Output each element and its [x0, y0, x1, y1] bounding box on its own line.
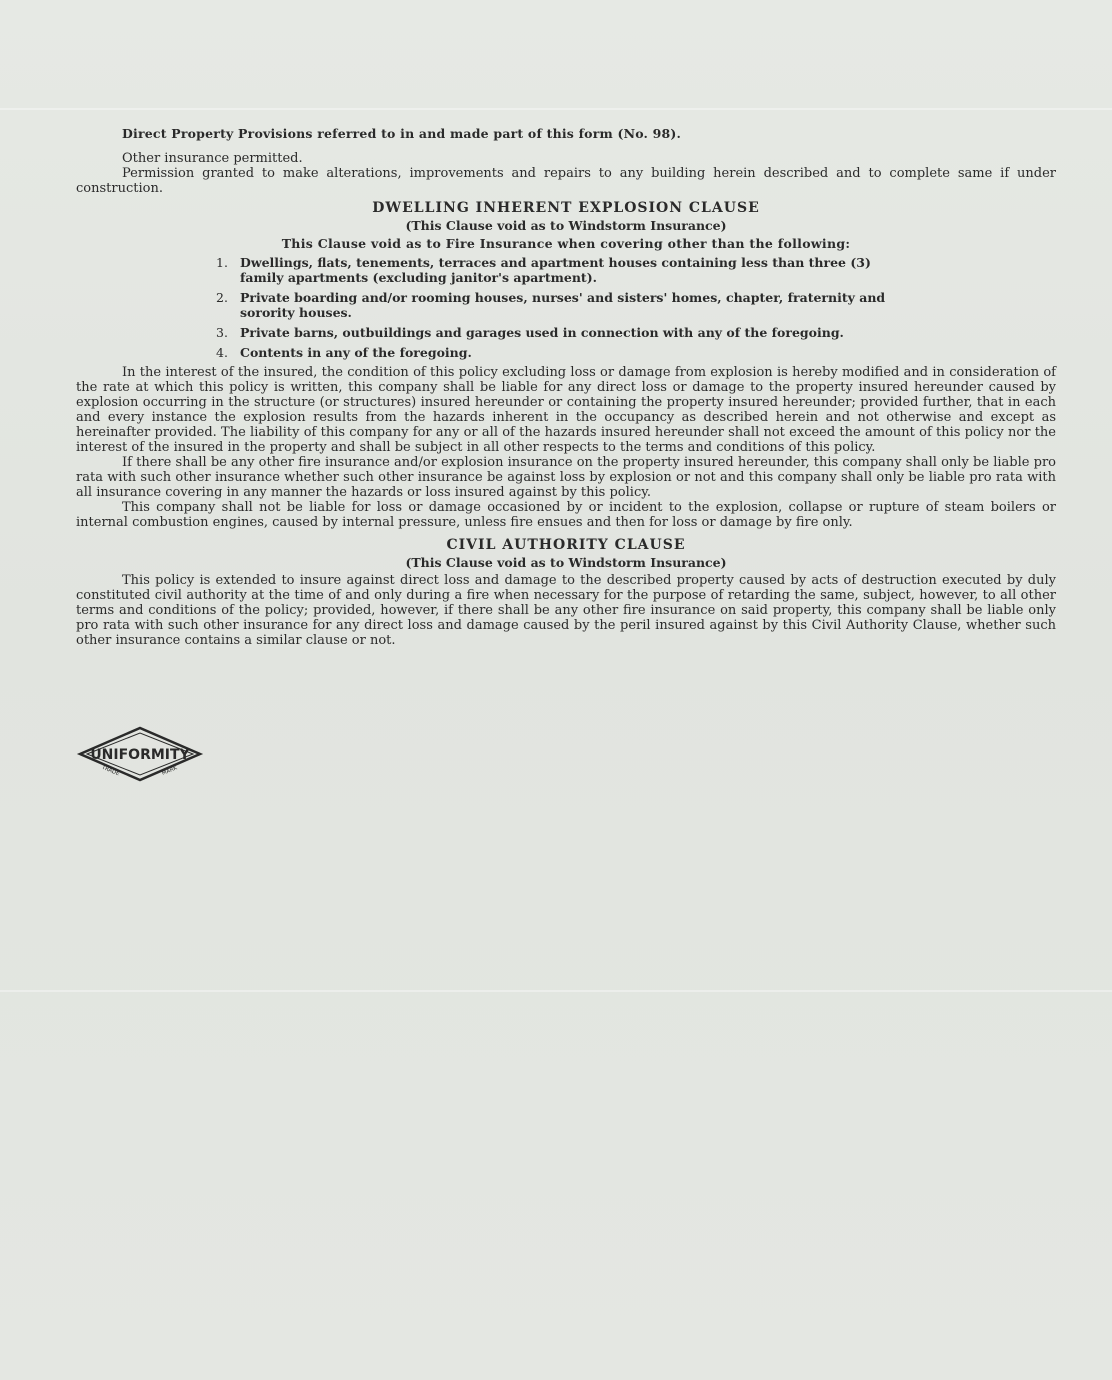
civil-clause-subtitle: (This Clause void as to Windstorm Insurance) [405, 555, 727, 570]
logo-mark-tag: MARK [161, 765, 179, 777]
list-number: 3. [216, 325, 228, 340]
civil-clause-title: CIVIL AUTHORITY CLAUSE [446, 537, 686, 553]
uniformity-trademark-logo [76, 724, 204, 788]
list-text: Private boarding and/or rooming houses, nurses' and sisters' homes, chapter, fraternity and sorority houses. [240, 290, 886, 320]
permission-text: Permission granted to make alterations, improvements and repairs to any building herein described and to complete same if under construction. [76, 166, 1056, 196]
logo-trade-tag: TRADE [100, 764, 121, 778]
list-item [216, 255, 916, 285]
coverage-list [76, 255, 1056, 360]
explosion-clause-note: This Clause void as to Fire Insurance when covering other than the following: [281, 236, 851, 251]
list-text: Private barns, outbuildings and garages used in connection with any of the foregoing. [240, 325, 844, 340]
explosion-clause-subtitle: (This Clause void as to Windstorm Insurance) [405, 218, 727, 233]
explosion-clause-title: DWELLING INHERENT EXPLOSION CLAUSE [372, 200, 760, 216]
explosion-paragraph-1: In the interest of the insured, the condition of this policy excluding loss or damage from explosion is hereby modified and in consideration of the rate at which this policy is written, this company shall be liable for any direct loss or damage to the property insured hereunder caused by explosion occurring in the structure (or structures) insured hereunder or containing the property insured hereunder; provided further, that in each and every instance the explosion results from the hazards inherent in the occupancy as described herein and not otherwise and except as hereinafter provided. The liability of this company for any or all of the hazards insured hereunder shall not exceed the amount of this policy nor the interest of the insured in the property and shall be subject in all other respects to the terms and conditions of this policy. [76, 365, 1056, 455]
list-number: 1. [216, 255, 228, 270]
list-text: Contents in any of the foregoing. [240, 345, 472, 360]
list-number: 4. [216, 345, 228, 360]
list-number: 2. [216, 290, 228, 305]
uniformity-logo-icon [76, 724, 204, 784]
list-item [216, 290, 916, 320]
list-text: Dwellings, flats, tenements, terraces and apartment houses containing less than three (3) family apartments (excluding janitor's apartment). [240, 255, 871, 285]
fold-line [0, 990, 1112, 992]
civil-clause-paragraph: This policy is extended to insure against direct loss and damage to the described property caused by acts of destruction executed by duly constituted civil authority at the time of and only during a fire when necessary for the purpose of retarding the same, subject, however, to all other terms and conditions of the policy; provided, however, if there shall be any other fire insurance on said property, this company shall be liable only pro rata with such other insurance for any direct loss and damage caused by the peril insured against by this Civil Authority Clause, whether such other insurance contains a similar clause or not. [76, 573, 1056, 648]
explosion-paragraph-3: This company shall not be liable for loss or damage occasioned by or incident to the explosion, collapse or rupture of steam boilers or internal combustion engines, caused by internal pressure, unless fire ensues and then for loss or damage by fire only. [76, 500, 1056, 530]
list-item [216, 345, 916, 360]
logo-wordmark: UNIFORMITY [90, 747, 190, 763]
policy-form-text [76, 126, 1056, 648]
fold-line [0, 108, 1112, 110]
form-heading: Direct Property Provisions referred to in and made part of this form (No. 98). [122, 126, 682, 141]
other-insurance-text: Other insurance permitted. [122, 151, 303, 166]
explosion-paragraph-2: If there shall be any other fire insurance and/or explosion insurance on the property insured hereunder, this company shall only be liable pro rata with such other insurance whether such other insurance be against loss by explosion or not and this company shall only be liable pro rata with all insurance covering in any manner the hazards or loss insured against by this policy. [76, 455, 1056, 500]
list-item [216, 325, 916, 340]
